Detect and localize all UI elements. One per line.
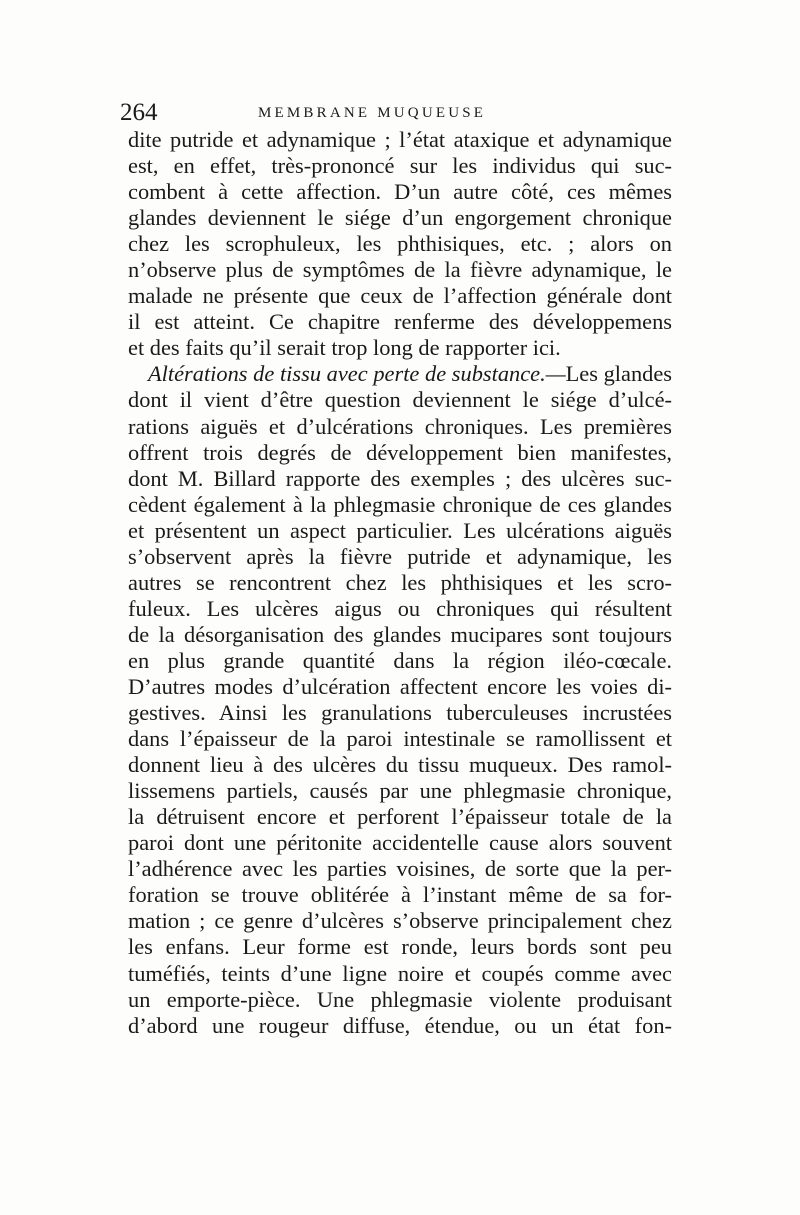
text-line: rations aiguës et d’ulcérations chroniques. Les premières (128, 413, 672, 439)
running-head (120, 98, 672, 128)
text-line: paroi dont une péritonite accidentelle cause alors souvent (128, 830, 672, 856)
text-line: les enfans. Leur forme est ronde, leurs bords sont peu (128, 934, 672, 960)
text-line: l’adhérence avec les parties voisines, de sorte que la per- (128, 856, 672, 882)
text-line: D’autres modes d’ulcération affectent encore les voies di- (128, 673, 672, 699)
text-line: s’observent après la fièvre putride et adynamique, les (128, 543, 672, 569)
text-line: dont il vient d’être question deviennent le siége d’ulcé- (128, 387, 672, 413)
text-line: en plus grande quantité dans la région iléo-cœcale. (128, 647, 672, 673)
text-line: cèdent également à la phlegmasie chronique de ces glandes (128, 491, 672, 517)
text-line: glandes deviennent le siége d’un engorgement chronique (128, 205, 672, 231)
text-line: et des faits qu’il serait trop long de rapporter ici. (128, 335, 561, 361)
text-line: et présentent un aspect particulier. Les ulcérations aiguës (128, 517, 672, 543)
text-line: lissemens partiels, causés par une phlegmasie chronique, (128, 778, 672, 804)
text-line: combent à cette affection. D’un autre côté, ces mêmes (128, 179, 672, 205)
text-line: mation ; ce genre d’ulcères s’observe principalement chez (128, 908, 672, 934)
text-line: un emporte-pièce. Une phlegmasie violente produisant (128, 986, 672, 1012)
text-line: autres se rencontrent chez les phthisiques et les scro- (128, 569, 672, 595)
section-line (128, 361, 672, 387)
text-line: la détruisent encore et perforent l’épaisseur totale de la (128, 804, 672, 830)
section-heading: Altérations de tissu avec perte de substance.— (148, 361, 566, 387)
text-line: dont M. Billard rapporte des exemples ; des ulcères suc- (128, 465, 672, 491)
text-line: dite putride et adynamique ; l’état ataxique et adynamique (128, 127, 672, 152)
text-line: n’observe plus de symptômes de la fièvre adynamique, le (128, 257, 672, 283)
text-line: tuméfiés, teints d’une ligne noire et coupés comme avec (128, 960, 672, 986)
text-line: est, en effet, très-prononcé sur les individus qui suc- (128, 153, 672, 179)
text-line: donnent lieu à des ulcères du tissu muqueux. Des ramol- (128, 752, 672, 778)
text-line: de la désorganisation des glandes mucipares sont toujours (128, 621, 672, 647)
text-line: il est atteint. Ce chapitre renferme des développemens (128, 309, 672, 335)
page-number: 264 (120, 99, 158, 126)
text-line: fuleux. Les ulcères aigus ou chroniques qui résultent (128, 595, 672, 621)
body-text (128, 127, 672, 1039)
text-line: foration se trouve oblitérée à l’instant même de sa for- (128, 882, 672, 908)
text-line: offrent trois degrés de développement bien manifestes, (128, 439, 672, 465)
text-line: gestives. Ainsi les granulations tuberculeuses incrustées (128, 700, 672, 726)
text-line: dans l’épaisseur de la paroi intestinale se ramollissent et (128, 726, 672, 752)
text-line: chez les scrophuleux, les phthisiques, etc. ; alors on (128, 231, 672, 257)
text-line: d’abord une rougeur diffuse, étendue, ou un état fon- (128, 1012, 672, 1038)
running-title: MEMBRANE MUQUEUSE (258, 105, 487, 121)
text-line: malade ne présente que ceux de l’affection générale dont (128, 283, 672, 309)
section-line-text: Les glandes (565, 361, 672, 387)
